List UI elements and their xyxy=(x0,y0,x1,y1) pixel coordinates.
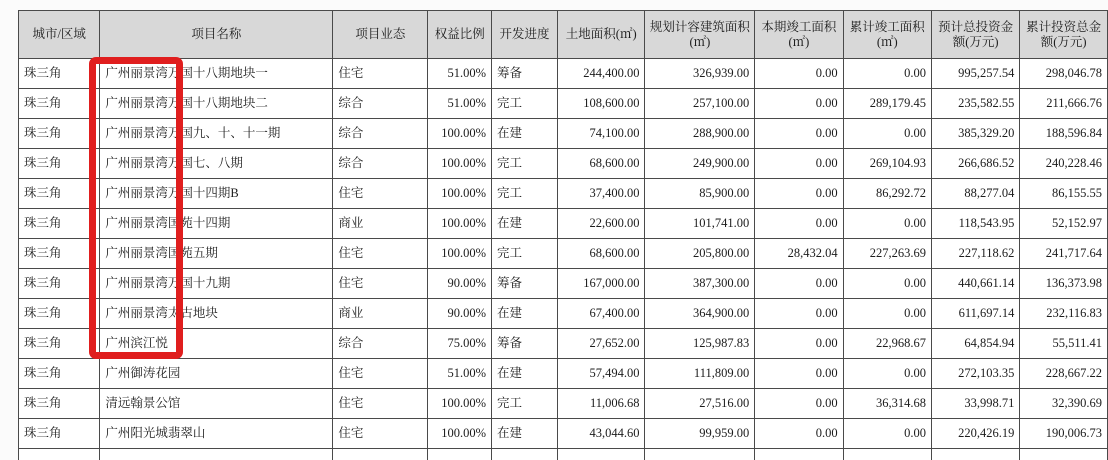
table-row xyxy=(19,239,1108,269)
table-row xyxy=(19,179,1108,209)
cell-name: 广州丽景湾万国七、八期 xyxy=(100,149,333,179)
table-header xyxy=(19,11,1108,59)
table-row xyxy=(19,419,1108,449)
cell-planned_gfa xyxy=(645,449,755,460)
cell-completed_cum: 22,968.67 xyxy=(843,329,931,359)
cell-completed_cum: 269,104.93 xyxy=(843,149,931,179)
cell-region: 珠三角 xyxy=(19,179,100,209)
cell-completed_cum: 0.00 xyxy=(843,209,931,239)
column-header-invest_cum: 累计投资总金额(万元) xyxy=(1020,11,1108,59)
cell-completed_cum: 0.00 xyxy=(843,119,931,149)
table-row xyxy=(19,209,1108,239)
cell-completed_cum: 0.00 xyxy=(843,59,931,89)
cell-name: 广州丽景湾国苑十四期 xyxy=(100,209,333,239)
cell-invest_cum: 52,152.97 xyxy=(1020,209,1108,239)
cell-completed_current: 28,432.04 xyxy=(755,239,843,269)
table-row xyxy=(19,149,1108,179)
cell-region xyxy=(19,449,100,460)
cell-invest_cum: 32,390.69 xyxy=(1020,389,1108,419)
cell-status: 完工 xyxy=(492,389,558,419)
cell-invest_cum: 298,046.78 xyxy=(1020,59,1108,89)
cell-status: 完工 xyxy=(492,179,558,209)
cell-completed_cum: 86,292.72 xyxy=(843,179,931,209)
column-header-planned_gfa: 规划计容建筑面积(㎡) xyxy=(645,11,755,59)
cell-status: 在建 xyxy=(492,119,558,149)
cell-type: 住宅 xyxy=(333,59,428,89)
table-row xyxy=(19,119,1108,149)
cell-equity: 51.00% xyxy=(428,59,492,89)
cell-region: 珠三角 xyxy=(19,119,100,149)
cell-type: 住宅 xyxy=(333,179,428,209)
cell-type: 综合 xyxy=(333,89,428,119)
cell-completed_current: 0.00 xyxy=(755,299,843,329)
column-header-type: 项目业态 xyxy=(333,11,428,59)
cell-equity: 90.00% xyxy=(428,269,492,299)
cell-status: 完工 xyxy=(492,89,558,119)
cell-land_area: 57,494.00 xyxy=(557,359,645,389)
cell-completed_current: 0.00 xyxy=(755,389,843,419)
cell-type: 住宅 xyxy=(333,359,428,389)
cell-planned_gfa: 101,741.00 xyxy=(645,209,755,239)
cell-type: 商业 xyxy=(333,209,428,239)
cell-region: 珠三角 xyxy=(19,329,100,359)
cell-type: 住宅 xyxy=(333,389,428,419)
cell-completed_current: 0.00 xyxy=(755,149,843,179)
cell-land_area: 43,044.60 xyxy=(557,419,645,449)
cell-region: 珠三角 xyxy=(19,89,100,119)
cell-region: 珠三角 xyxy=(19,269,100,299)
cell-status: 在建 xyxy=(492,419,558,449)
cell-invest_cum: 232,116.83 xyxy=(1020,299,1108,329)
cell-type: 住宅 xyxy=(333,269,428,299)
cell-land_area: 22,600.00 xyxy=(557,209,645,239)
cell-completed_current: 0.00 xyxy=(755,419,843,449)
cell-status xyxy=(492,449,558,460)
cell-completed_cum xyxy=(843,449,931,460)
cell-region: 珠三角 xyxy=(19,59,100,89)
cell-equity: 100.00% xyxy=(428,419,492,449)
cell-invest_cum xyxy=(1020,449,1108,460)
cell-name xyxy=(100,449,333,460)
cell-name: 广州丽景湾万国九、十、十一期 xyxy=(100,119,333,149)
cell-planned_gfa: 249,900.00 xyxy=(645,149,755,179)
cell-land_area: 67,400.00 xyxy=(557,299,645,329)
cell-planned_gfa: 326,939.00 xyxy=(645,59,755,89)
cell-land_area: 27,652.00 xyxy=(557,329,645,359)
cell-status: 筹备 xyxy=(492,59,558,89)
cell-invest_total_est: 64,854.94 xyxy=(931,329,1019,359)
cell-status: 在建 xyxy=(492,209,558,239)
cell-invest_total_est: 118,543.95 xyxy=(931,209,1019,239)
cell-completed_current: 0.00 xyxy=(755,89,843,119)
cell-invest_cum: 136,373.98 xyxy=(1020,269,1108,299)
cell-invest_total_est: 235,582.55 xyxy=(931,89,1019,119)
cell-equity: 100.00% xyxy=(428,149,492,179)
column-header-completed_cum: 累计竣工面积(㎡) xyxy=(843,11,931,59)
table-row xyxy=(19,89,1108,119)
cell-invest_total_est: 440,661.14 xyxy=(931,269,1019,299)
table-header-row xyxy=(19,11,1108,59)
table-row xyxy=(19,389,1108,419)
cell-planned_gfa: 257,100.00 xyxy=(645,89,755,119)
cell-invest_cum: 241,717.64 xyxy=(1020,239,1108,269)
cell-invest_total_est: 272,103.35 xyxy=(931,359,1019,389)
cell-completed_cum: 0.00 xyxy=(843,269,931,299)
cell-name: 清远翰景公馆 xyxy=(100,389,333,419)
cell-planned_gfa: 364,900.00 xyxy=(645,299,755,329)
cell-equity xyxy=(428,449,492,460)
column-header-status: 开发进度 xyxy=(492,11,558,59)
cell-planned_gfa: 111,809.00 xyxy=(645,359,755,389)
cell-region: 珠三角 xyxy=(19,359,100,389)
cell-invest_cum: 188,596.84 xyxy=(1020,119,1108,149)
cell-invest_total_est: 227,118.62 xyxy=(931,239,1019,269)
cell-land_area: 108,600.00 xyxy=(557,89,645,119)
column-header-land_area: 土地面积(㎡) xyxy=(557,11,645,59)
cell-invest_total_est: 611,697.14 xyxy=(931,299,1019,329)
cell-completed_current: 0.00 xyxy=(755,119,843,149)
cell-status: 在建 xyxy=(492,359,558,389)
cell-name: 广州丽景湾国苑五期 xyxy=(100,239,333,269)
column-header-equity: 权益比例 xyxy=(428,11,492,59)
cell-invest_total_est: 220,426.19 xyxy=(931,419,1019,449)
cell-equity: 100.00% xyxy=(428,209,492,239)
cell-status: 在建 xyxy=(492,299,558,329)
cell-completed_cum: 0.00 xyxy=(843,419,931,449)
cell-status: 完工 xyxy=(492,239,558,269)
column-header-region: 城市/区域 xyxy=(19,11,100,59)
cell-completed_current xyxy=(755,449,843,460)
table-row xyxy=(19,329,1108,359)
cell-completed_current: 0.00 xyxy=(755,209,843,239)
cell-region: 珠三角 xyxy=(19,299,100,329)
cell-invest_cum: 228,667.22 xyxy=(1020,359,1108,389)
cell-name: 广州丽景湾万国十四期B xyxy=(100,179,333,209)
cell-name: 广州丽景湾万国十九期 xyxy=(100,269,333,299)
cell-name: 广州阳光城翡翠山 xyxy=(100,419,333,449)
table-row xyxy=(19,299,1108,329)
cell-name: 广州御涛花园 xyxy=(100,359,333,389)
cell-planned_gfa: 288,900.00 xyxy=(645,119,755,149)
cell-completed_current: 0.00 xyxy=(755,329,843,359)
cell-type: 综合 xyxy=(333,329,428,359)
cell-equity: 90.00% xyxy=(428,299,492,329)
cell-invest_cum: 55,511.41 xyxy=(1020,329,1108,359)
cell-type: 住宅 xyxy=(333,239,428,269)
projects-table-container xyxy=(18,10,1108,460)
cell-planned_gfa: 27,516.00 xyxy=(645,389,755,419)
cell-planned_gfa: 387,300.00 xyxy=(645,269,755,299)
cell-land_area: 68,600.00 xyxy=(557,239,645,269)
cell-equity: 100.00% xyxy=(428,179,492,209)
cell-region: 珠三角 xyxy=(19,389,100,419)
cell-type: 商业 xyxy=(333,299,428,329)
cell-type xyxy=(333,449,428,460)
cell-land_area: 74,100.00 xyxy=(557,119,645,149)
cell-invest_total_est: 88,277.04 xyxy=(931,179,1019,209)
table-row xyxy=(19,359,1108,389)
cell-completed_cum: 289,179.45 xyxy=(843,89,931,119)
column-header-name: 项目名称 xyxy=(100,11,333,59)
cell-planned_gfa: 125,987.83 xyxy=(645,329,755,359)
cell-completed_current: 0.00 xyxy=(755,359,843,389)
cell-region: 珠三角 xyxy=(19,239,100,269)
cell-completed_cum: 227,263.69 xyxy=(843,239,931,269)
cell-land_area: 11,006.68 xyxy=(557,389,645,419)
cell-invest_total_est: 995,257.54 xyxy=(931,59,1019,89)
cell-completed_current: 0.00 xyxy=(755,269,843,299)
cell-completed_cum: 0.00 xyxy=(843,359,931,389)
cell-invest_cum: 86,155.55 xyxy=(1020,179,1108,209)
cell-invest_cum: 190,006.73 xyxy=(1020,419,1108,449)
cell-invest_cum: 240,228.46 xyxy=(1020,149,1108,179)
projects-table xyxy=(18,10,1108,460)
cell-region: 珠三角 xyxy=(19,209,100,239)
cell-land_area: 37,400.00 xyxy=(557,179,645,209)
cell-status: 筹备 xyxy=(492,329,558,359)
cell-land_area: 68,600.00 xyxy=(557,149,645,179)
cell-equity: 51.00% xyxy=(428,359,492,389)
cell-region: 珠三角 xyxy=(19,149,100,179)
cell-planned_gfa: 85,900.00 xyxy=(645,179,755,209)
cell-completed_current: 0.00 xyxy=(755,59,843,89)
cell-equity: 100.00% xyxy=(428,119,492,149)
cell-equity: 75.00% xyxy=(428,329,492,359)
table-row xyxy=(19,269,1108,299)
cell-name: 广州丽景湾太古地块 xyxy=(100,299,333,329)
cell-name: 广州丽景湾万国十八期地块一 xyxy=(100,59,333,89)
cell-equity: 100.00% xyxy=(428,239,492,269)
cell-name: 广州滨江悦 xyxy=(100,329,333,359)
cell-invest_total_est: 385,329.20 xyxy=(931,119,1019,149)
cell-type: 住宅 xyxy=(333,419,428,449)
cell-type: 综合 xyxy=(333,119,428,149)
cell-land_area: 167,000.00 xyxy=(557,269,645,299)
cell-invest_total_est: 266,686.52 xyxy=(931,149,1019,179)
cell-type: 综合 xyxy=(333,149,428,179)
cell-completed_current: 0.00 xyxy=(755,179,843,209)
cell-land_area xyxy=(557,449,645,460)
cell-equity: 51.00% xyxy=(428,89,492,119)
column-header-invest_total_est: 预计总投资金额(万元) xyxy=(931,11,1019,59)
table-row xyxy=(19,449,1108,460)
cell-region: 珠三角 xyxy=(19,419,100,449)
cell-name: 广州丽景湾万国十八期地块二 xyxy=(100,89,333,119)
cell-invest_cum: 211,666.76 xyxy=(1020,89,1108,119)
cell-completed_cum: 36,314.68 xyxy=(843,389,931,419)
cell-equity: 100.00% xyxy=(428,389,492,419)
cell-land_area: 244,400.00 xyxy=(557,59,645,89)
cell-status: 筹备 xyxy=(492,269,558,299)
table-body xyxy=(19,59,1108,460)
cell-completed_cum: 0.00 xyxy=(843,299,931,329)
cell-invest_total_est xyxy=(931,449,1019,460)
cell-status: 完工 xyxy=(492,149,558,179)
cell-invest_total_est: 33,998.71 xyxy=(931,389,1019,419)
cell-planned_gfa: 205,800.00 xyxy=(645,239,755,269)
table-row xyxy=(19,59,1108,89)
column-header-completed_current: 本期竣工面积(㎡) xyxy=(755,11,843,59)
cell-planned_gfa: 99,959.00 xyxy=(645,419,755,449)
